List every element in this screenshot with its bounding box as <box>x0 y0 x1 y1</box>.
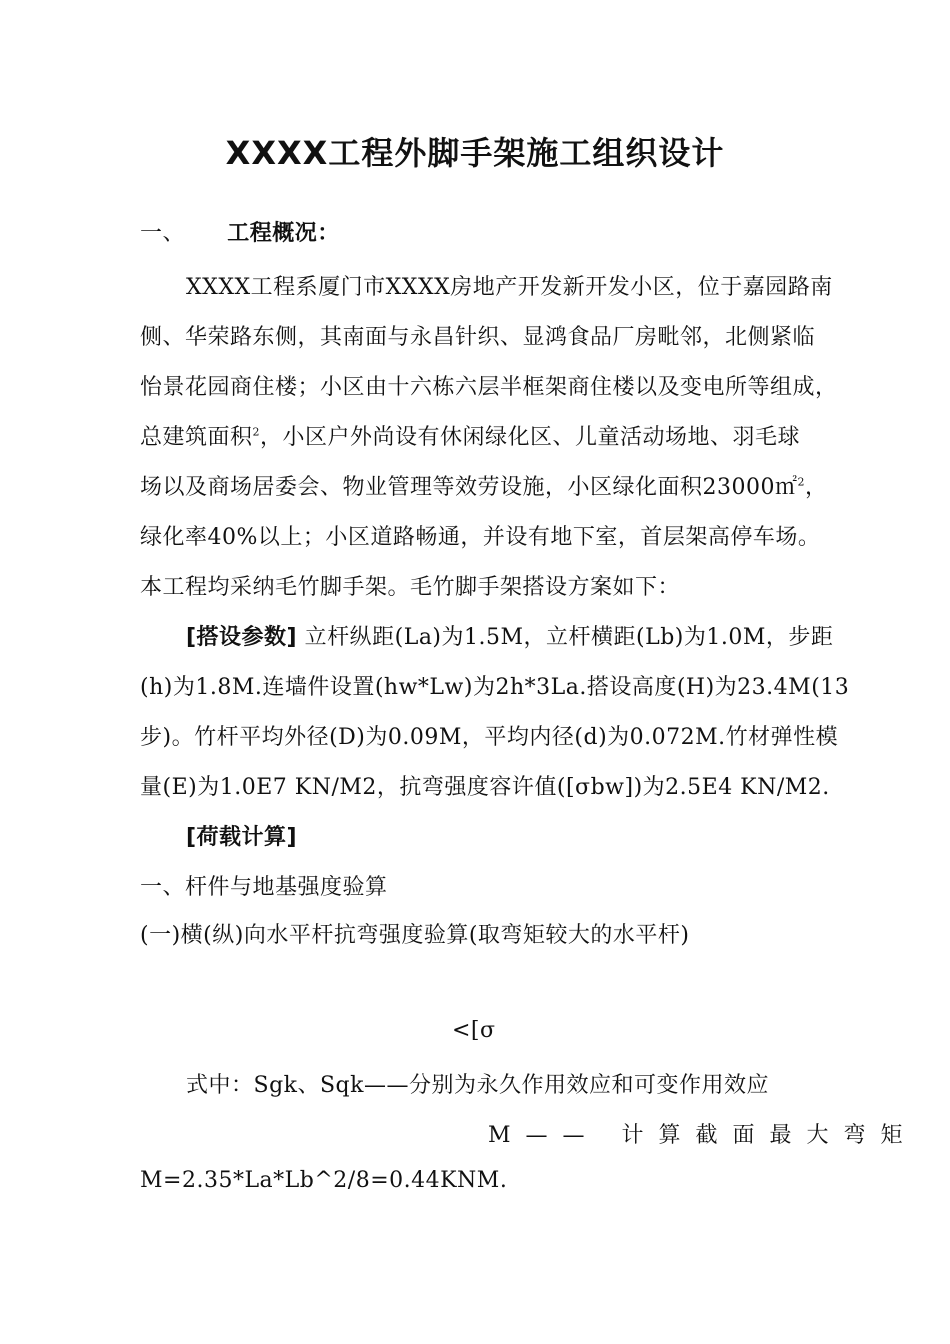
params-line: 步)。竹杆平均外径(D)为0.09M，平均内径(d)为0.072M.竹材弹性模 <box>140 725 839 750</box>
overview-line: XXXX工程系厦门市XXXX房地产开发新开发小区，位于嘉园路南 <box>186 275 833 300</box>
subheading: 一、杆件与地基强度验算 <box>140 875 388 900</box>
params-line: 量(E)为1.0E7 KN/M2，抗弯强度容许值([σbw])为2.5E4 KN/M2. <box>140 775 830 800</box>
formula: <[σ <box>452 1018 496 1043</box>
section-number: 一、 <box>140 221 186 246</box>
overview-line: 本工程均采纳毛竹脚手架。毛竹脚手架搭设方案如下： <box>140 575 681 600</box>
load-heading: [荷载计算] <box>186 825 298 850</box>
moment-label: M—— 计算截面最大弯矩 <box>488 1123 918 1148</box>
overview-line: 场以及商场居委会、物业管理等效劳设施，小区绿化面积23000㎡$^2$， <box>140 475 828 500</box>
overview-line: 总建筑面积$^2$，小区户外尚设有休闲绿化区、儿童活动场地、羽毛球 <box>140 425 801 450</box>
params-line: [搭设参数] 立杆纵距(La)为1.5M，立杆横距(Lb)为1.0M，步距 <box>186 625 834 650</box>
params-line: (h)为1.8M.连墙件设置(hw*Lw)为2h*3La.搭设高度(H)为23.4M(13 <box>140 675 850 700</box>
overview-line: 绿化率40%以上；小区道路畅通，并设有地下室，首层架高停车场。 <box>140 525 821 550</box>
section-title: 工程概况： <box>227 221 340 246</box>
params-label: [搭设参数] <box>186 625 298 650</box>
moment-formula: M=2.35*La*Lb^2/8=0.44KNM. <box>140 1168 508 1193</box>
overview-line: 侧、华荣路东侧，其南面与永昌针织、显鸿食品厂房毗邻，北侧紧临 <box>140 325 816 350</box>
subheading: (一)横(纵)向水平杆抗弯强度验算(取弯矩较大的水平杆) <box>140 923 690 948</box>
overview-line: 怡景花园商住楼；小区由十六栋六层半框架商住楼以及变电所等组成， <box>140 375 838 400</box>
formula-note: 式中：Sgk、Sqk——分别为永久作用效应和可变作用效应 <box>186 1073 769 1098</box>
document-title: XXXX工程外脚手架施工组织设计 <box>225 134 725 172</box>
section-heading <box>140 216 340 247</box>
